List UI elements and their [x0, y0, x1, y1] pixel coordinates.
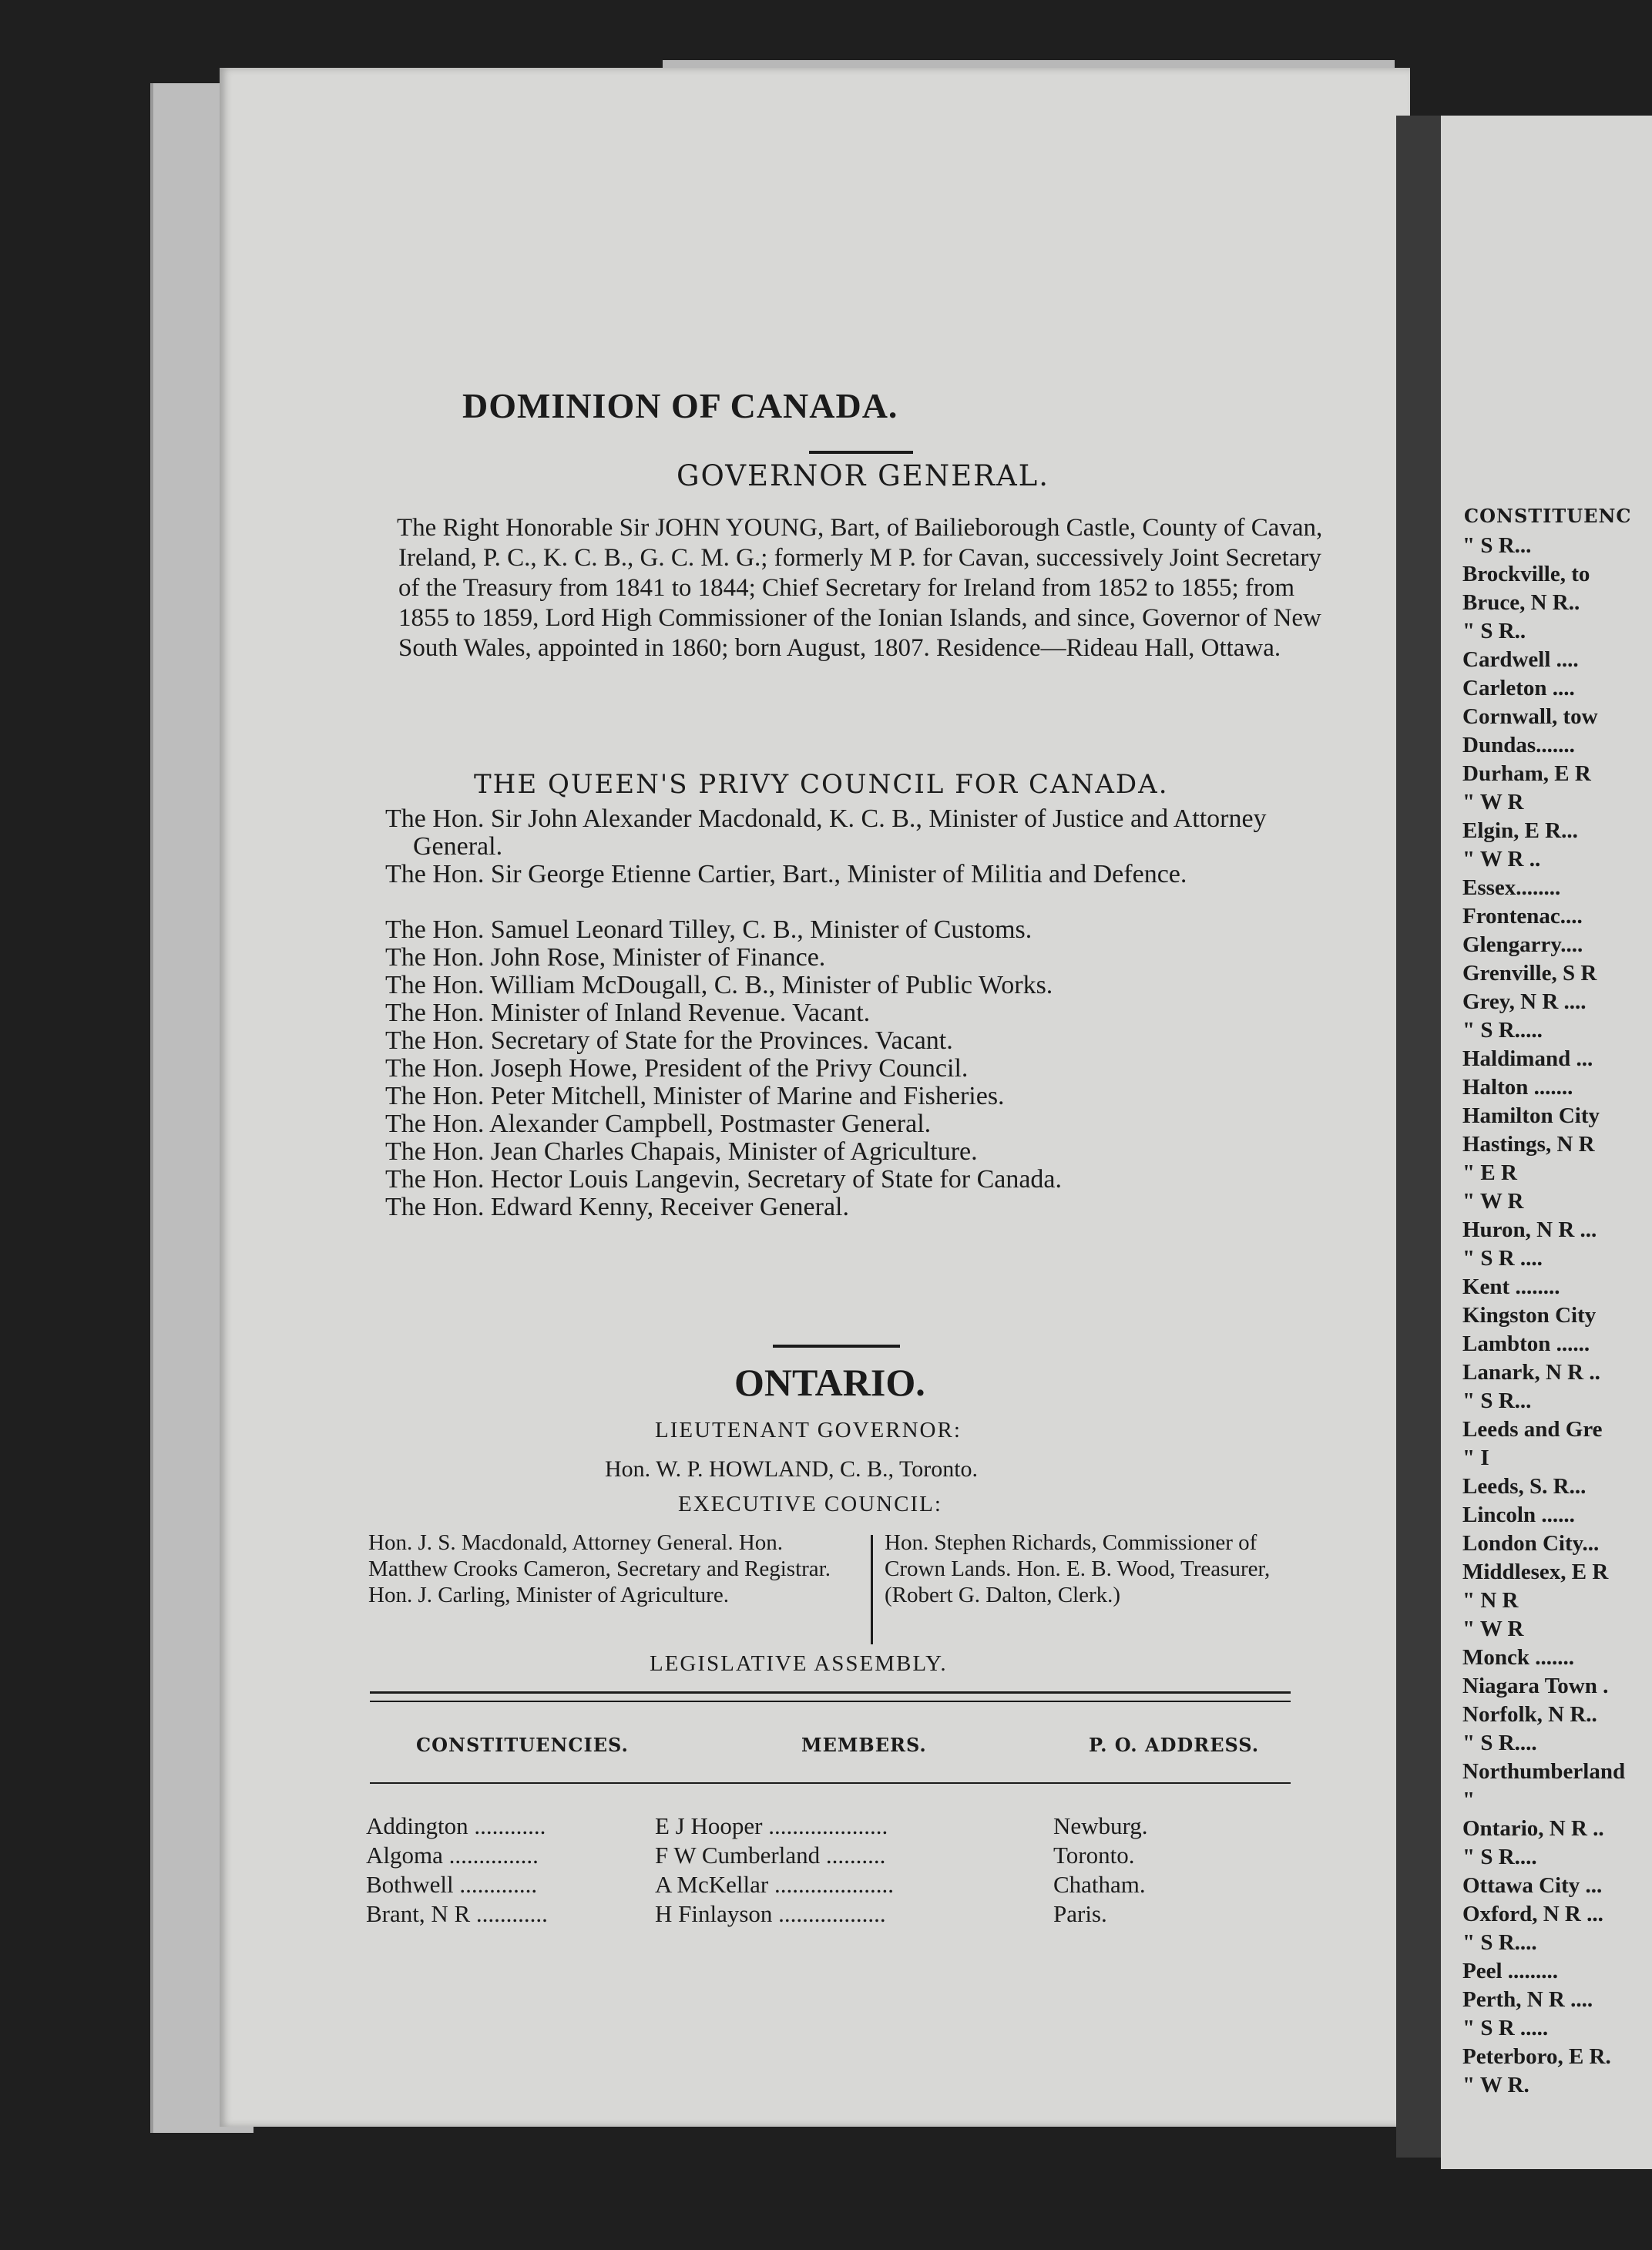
address-cell: Newburg.: [1053, 1812, 1148, 1839]
list-item: The Hon. John Rose, Minister of Finance.: [385, 943, 826, 972]
list-item: " S R...: [1462, 1389, 1532, 1413]
list-item: Norfolk, N R..: [1462, 1702, 1597, 1727]
list-item: Hamilton City: [1462, 1103, 1600, 1128]
list-item: Grenville, S R: [1462, 961, 1597, 986]
list-item: Huron, N R ...: [1462, 1217, 1597, 1242]
list-item: " N R: [1462, 1588, 1519, 1613]
governor-heading: GOVERNOR GENERAL.: [677, 459, 1050, 492]
right-page-header: CONSTITUENC: [1464, 505, 1632, 527]
list-item: Perth, N R ....: [1462, 1987, 1593, 2012]
lieutenant-governor-name: Hon. W. P. HOWLAND, C. B., Toronto.: [605, 1456, 979, 1482]
list-item: Dundas.......: [1462, 733, 1575, 757]
column-divider: [871, 1535, 873, 1644]
list-item: " W R: [1462, 1189, 1524, 1214]
book-gutter: [1396, 116, 1441, 2158]
member-cell: F W Cumberland ..........: [655, 1842, 886, 1869]
list-item: Lambton ......: [1462, 1332, 1590, 1356]
column-header-members: MEMBERS.: [801, 1734, 927, 1756]
list-item: Peterboro, E R.: [1462, 2044, 1611, 2069]
right-page: [1441, 116, 1652, 2169]
governor-paragraph: The Right Honorable Sir JOHN YOUNG, Bart, of Bailieborough Castle, County of Cavan, Ireland, P. C., K. C. B., G. C. M. G.; formerly M P. for Cavan, successively Joint Secretary of the Treasury from 1841 to 1844; Chief Secretary for Ireland from 1852 to 1855; from 1855 to 1859, Lord High Commissioner of the Ionian Islands, and since, Governor of New South Wales, appointed in 1860; born August, 1807. Residence—Rideau Hall, Ottawa.: [397, 514, 1323, 662]
list-item: The Hon. Peter Mitchell, Minister of Marine and Fisheries.: [385, 1082, 1005, 1110]
list-item: Glengarry....: [1462, 932, 1583, 957]
constituency-cell: Bothwell .............: [366, 1871, 538, 1898]
list-item: Hastings, N R: [1462, 1132, 1595, 1157]
list-item: " W R.: [1462, 2073, 1529, 2097]
list-item: Northumberland: [1462, 1759, 1626, 1784]
list-item: Niagara Town .: [1462, 1674, 1609, 1698]
right-page-list: [1462, 532, 1625, 2100]
list-item: Lanark, N R ..: [1462, 1360, 1600, 1385]
list-item: " S R ....: [1462, 1246, 1543, 1271]
table-row: [366, 1842, 1275, 1868]
member-cell: H Finlayson ..................: [655, 1900, 886, 1927]
lieutenant-governor-heading: LIEUTENANT GOVERNOR:: [655, 1418, 962, 1442]
list-item: The Hon. Samuel Leonard Tilley, C. B., Minister of Customs.: [385, 915, 1032, 944]
list-item: London City...: [1462, 1531, 1600, 1556]
list-item: Elgin, E R...: [1462, 818, 1578, 843]
address-cell: Chatham.: [1053, 1871, 1146, 1898]
executive-council-heading: EXECUTIVE COUNCIL:: [678, 1492, 942, 1516]
column-header-constituencies: CONSTITUENCIES.: [416, 1734, 629, 1756]
constituency-cell: Addington ............: [366, 1812, 546, 1839]
constituency-cell: Brant, N R ............: [366, 1900, 548, 1927]
legislative-assembly-heading: LEGISLATIVE ASSEMBLY.: [650, 1651, 948, 1676]
executive-council-right: Hon. Stephen Richards, Commissioner of Crown Lands. Hon. E. B. Wood, Treasurer, (Robert G. Dalton, Clerk.): [885, 1530, 1271, 1607]
list-item: Brockville, to: [1462, 562, 1590, 586]
table-row: [366, 1871, 1275, 1897]
column-header-address: P. O. ADDRESS.: [1089, 1734, 1260, 1756]
list-item: " S R....: [1462, 1731, 1537, 1755]
list-item: Cardwell ....: [1462, 647, 1579, 672]
table-top-rule-2: [370, 1701, 1291, 1702]
address-cell: Paris.: [1053, 1900, 1107, 1927]
list-item: Leeds and Gre: [1462, 1417, 1603, 1442]
list-item: ": [1462, 1788, 1476, 1812]
list-item: " E R: [1462, 1160, 1517, 1185]
list-item: Oxford, N R ...: [1462, 1902, 1603, 1926]
table-top-rule: [370, 1691, 1291, 1694]
title-rule: [809, 451, 913, 454]
member-cell: A McKellar ....................: [655, 1871, 894, 1898]
list-item: " S R...: [1462, 533, 1532, 558]
list-item: The Hon. William McDougall, C. B., Minister of Public Works.: [385, 971, 1053, 999]
list-item: " I: [1462, 1446, 1489, 1470]
list-item: " S R..: [1462, 619, 1526, 643]
privy-council-heading: THE QUEEN'S PRIVY COUNCIL FOR CANADA.: [474, 769, 1169, 800]
list-item: The Hon. Secretary of State for the Provinces. Vacant.: [385, 1026, 953, 1055]
list-item: Haldimand ...: [1462, 1046, 1593, 1071]
list-item: The Hon. Sir John Alexander Macdonald, K. C. B., Minister of Justice and Attorney General.: [385, 804, 1267, 861]
list-item: Grey, N R ....: [1462, 989, 1587, 1014]
list-item: " W R: [1462, 790, 1524, 814]
list-item: " S R....: [1462, 1845, 1537, 1869]
list-item: The Hon. Minister of Inland Revenue. Vacant.: [385, 999, 871, 1027]
list-item: The Hon. Jean Charles Chapais, Minister of Agriculture.: [385, 1137, 978, 1166]
list-item: Durham, E R: [1462, 761, 1591, 786]
table-row: [366, 1900, 1275, 1926]
list-item: Ontario, N R ..: [1462, 1816, 1604, 1841]
table-row: [366, 1812, 1275, 1839]
list-item: Leeds, S. R...: [1462, 1474, 1587, 1499]
list-item: Halton .......: [1462, 1075, 1573, 1100]
list-item: Peel .........: [1462, 1959, 1559, 1983]
address-cell: Toronto.: [1053, 1842, 1135, 1869]
list-item: The Hon. Sir George Etienne Cartier, Bart., Minister of Militia and Defence.: [385, 860, 1187, 888]
section-rule: [773, 1345, 900, 1348]
list-item: Lincoln ......: [1462, 1503, 1575, 1527]
list-item: The Hon. Edward Kenny, Receiver General.: [385, 1193, 849, 1221]
list-item: Carleton ....: [1462, 676, 1575, 700]
list-item: " S R.....: [1462, 1018, 1543, 1043]
list-item: Kingston City: [1462, 1303, 1597, 1328]
list-item: Middlesex, E R: [1462, 1560, 1609, 1584]
table-header-rule: [370, 1782, 1291, 1784]
list-item: Monck .......: [1462, 1645, 1574, 1670]
constituency-cell: Algoma ...............: [366, 1842, 539, 1869]
list-item: Ottawa City ...: [1462, 1873, 1603, 1898]
list-item: Kent ........: [1462, 1274, 1560, 1299]
list-item: " S R .....: [1462, 2016, 1549, 2040]
list-item: " S R....: [1462, 1930, 1537, 1955]
privy-council-list: [385, 805, 1341, 1221]
member-cell: E J Hooper ....................: [655, 1812, 888, 1839]
ontario-title: ONTARIO.: [734, 1361, 925, 1404]
list-item: Cornwall, tow: [1462, 704, 1598, 729]
list-item: The Hon. Alexander Campbell, Postmaster General.: [385, 1110, 932, 1138]
list-item: Essex........: [1462, 875, 1561, 900]
list-item: Frontenac....: [1462, 904, 1583, 929]
executive-council-left: Hon. J. S. Macdonald, Attorney General. Hon. Matthew Crooks Cameron, Secretary and Registrar. Hon. J. Carling, Minister of Agriculture.: [368, 1530, 831, 1607]
list-item: The Hon. Hector Louis Langevin, Secretary of State for Canada.: [385, 1165, 1063, 1194]
list-item: Bruce, N R..: [1462, 590, 1580, 615]
list-item: " W R ..: [1462, 847, 1541, 871]
list-item: " W R: [1462, 1617, 1524, 1641]
page-title: DOMINION OF CANADA.: [462, 386, 898, 425]
list-item: The Hon. Joseph Howe, President of the Privy Council.: [385, 1054, 969, 1083]
